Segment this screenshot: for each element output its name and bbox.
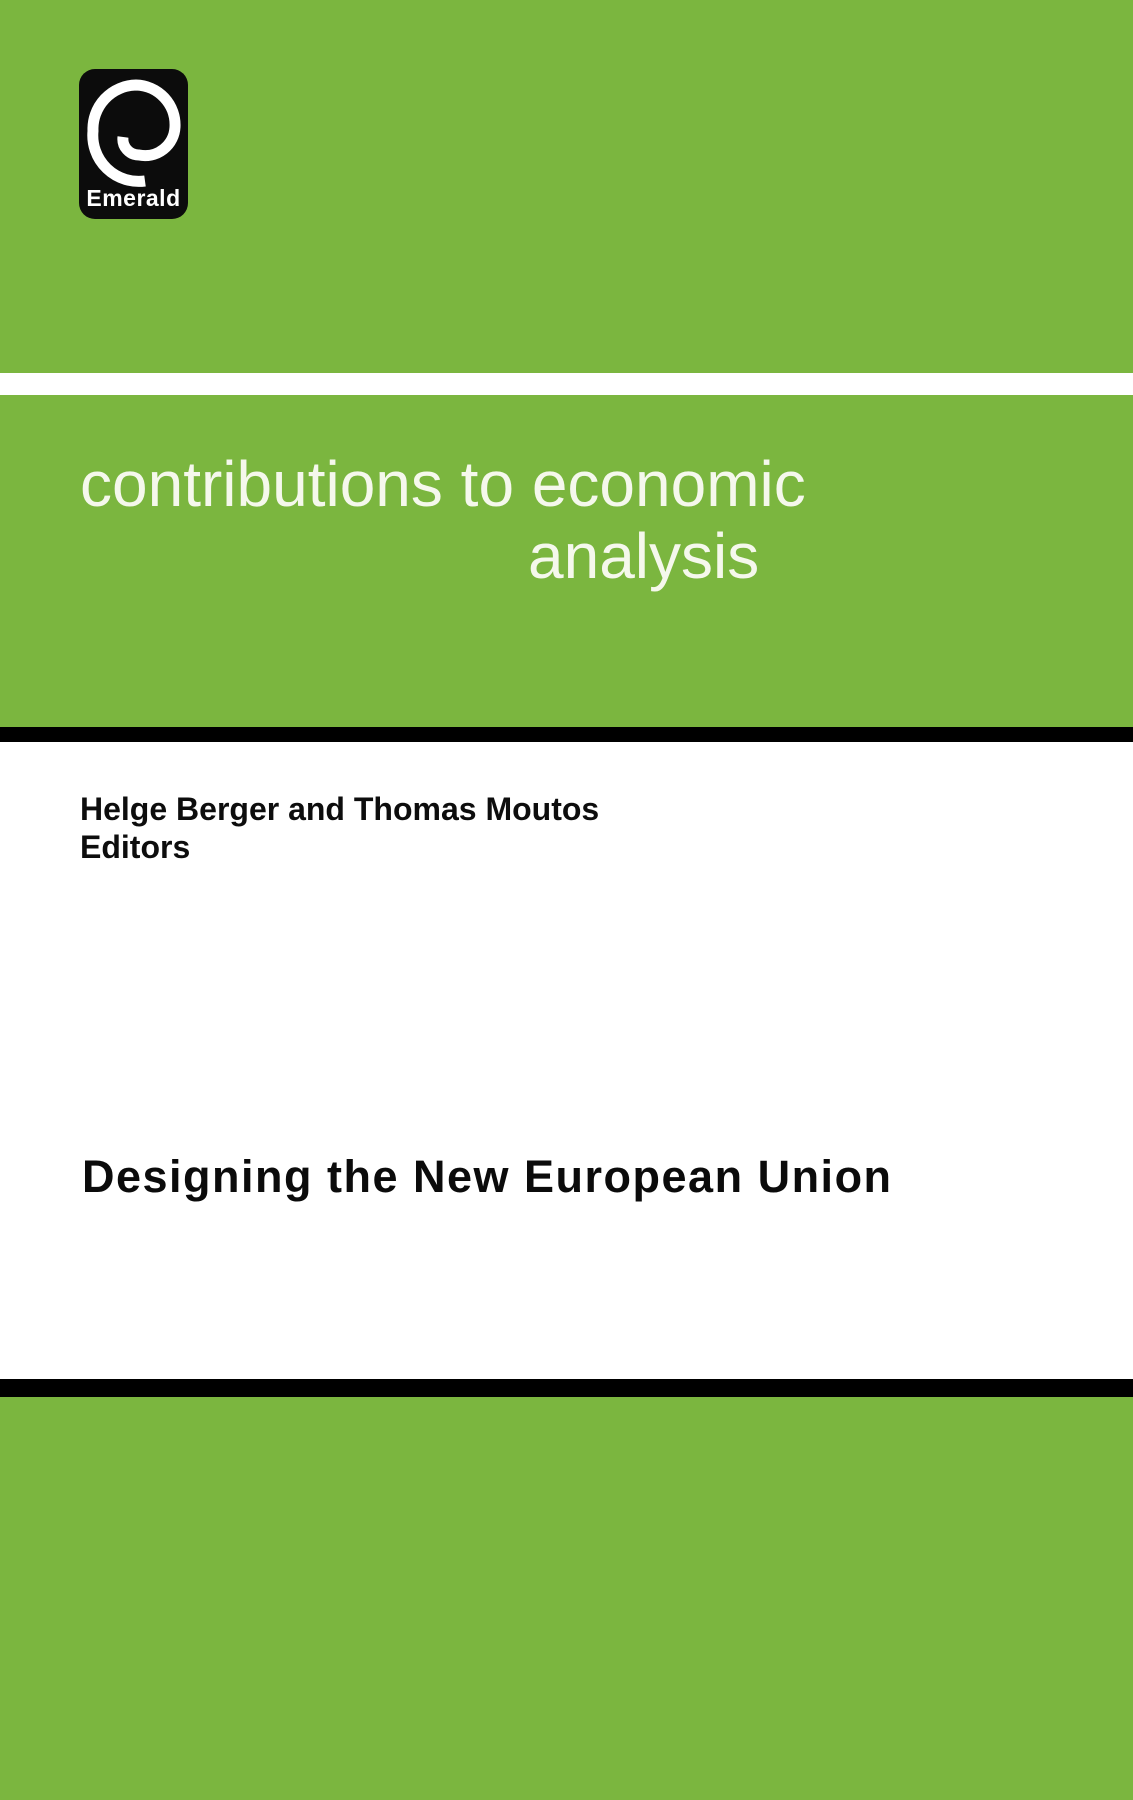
black-divider-bottom: [0, 1379, 1133, 1397]
black-divider-top: [0, 727, 1133, 742]
book-title: Designing the New European Union: [82, 1151, 893, 1202]
byline-role: Editors: [80, 829, 191, 865]
byline-block: [80, 790, 599, 866]
series-title-line-2: analysis: [528, 520, 760, 592]
byline-authors: Helge Berger and Thomas Moutos: [80, 791, 600, 827]
series-title-line-1: contributions to economic: [80, 448, 806, 520]
white-stripe-divider: [0, 373, 1133, 395]
emerald-logo-label: Emerald: [86, 185, 181, 211]
emerald-logo: [79, 69, 188, 219]
